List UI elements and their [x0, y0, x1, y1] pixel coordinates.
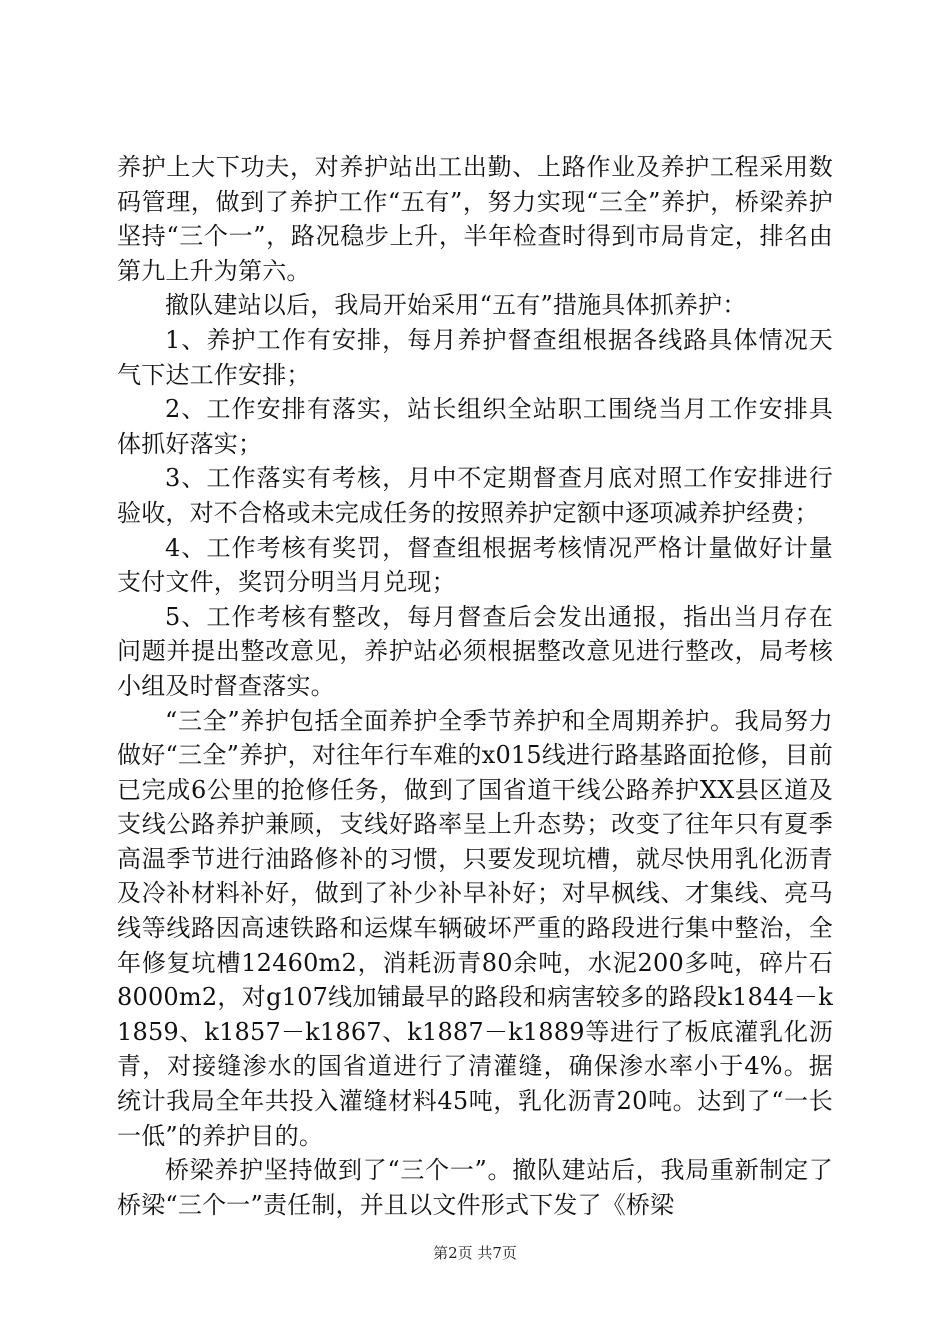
paragraph-continuation: 养护上大下功夫，对养护站出工出勤、上路作业及养护工程采用数码管理，做到了养护工作“五有”，努力实现“三全”养护，桥梁养护坚持“三个一”，路况稳步上升，半年检查时得到市局肯定，排名由第九上升为第六。 — [117, 153, 833, 285]
document-body — [117, 150, 833, 1222]
paragraph-three-full-maintenance: “三全”养护包括全面养护全季节养护和全周期养护。我局努力做好“三全”养护，对往年行车难的x015线进行路基路面抢修，目前已完成6公里的抢修任务，做到了国省道干线公路养护XX县区道及支线公路养护兼顾，支线好路率呈上升态势；改变了往年只有夏季高温季节进行油路修补的习惯，只要发现坑槽，就尽快用乳化沥青及冷补材料补好，做到了补少补早补好；对早枫线、才集线、亮马线等线路因高速铁路和运煤车辆破坏严重的路段进行集中整治，全年修复坑槽12460m2，消耗沥青80余吨，水泥200多吨，碎片石8000m2，对g107线加铺最早的路段和病害较多的路段k1844－k1859、k1857－k1867、k1887－k1889等进行了板底灌乳化沥青，对接缝渗水的国省道进行了清灌缝，确保渗水率小于4%。据统计我局全年共投入灌缝材料45吨，乳化沥青20吨。达到了“一长一低”的养护目的。 — [117, 706, 833, 1150]
paragraph-bridge-maintenance: 桥梁养护坚持做到了“三个一”。撤队建站后，我局重新制定了桥梁“三个一”责任制，并且以文件形式下发了《桥梁 — [117, 1156, 833, 1219]
list-item-2: 2、工作安排有落实，站长组织全站职工围绕当月工作安排具体抓好落实； — [117, 395, 833, 458]
list-item-1: 1、养护工作有安排，每月养护督查组根据各线路具体情况天气下达工作安排； — [117, 325, 833, 389]
page-footer: 第2页 共7页 — [433, 1244, 517, 1262]
list-item-5: 5、工作考核有整改，每月督查后会发出通报，指出当月存在问题并提出整改意见，养护站必须根据整改意见进行整改，局考核小组及时督查落实。 — [117, 602, 833, 700]
list-item-4: 4、工作考核有奖罚，督查组根据考核情况严格计量做好计量支付文件，奖罚分明当月兑现； — [117, 533, 833, 597]
paragraph-five-measures-intro: 撤队建站以后，我局开始采用“五有”措施具体抓养护： — [165, 291, 747, 320]
list-item-3: 3、工作落实有考核，月中不定期督查月底对照工作安排进行验收，对不合格或未完成任务的按照养护定额中逐项减养护经费； — [117, 464, 833, 527]
